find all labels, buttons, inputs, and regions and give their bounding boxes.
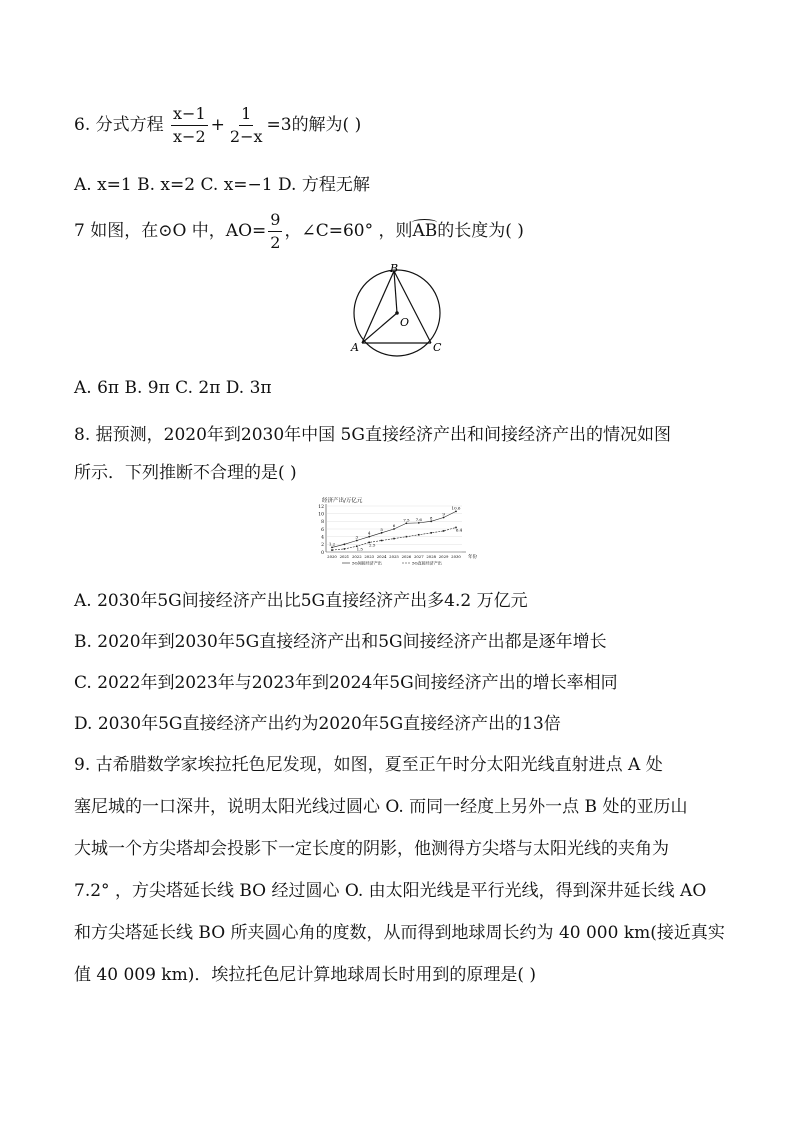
chart-point — [356, 540, 358, 542]
chart-data-label: 6.4 — [455, 527, 463, 533]
q6-fraction-2-denominator: 2−x — [229, 127, 263, 146]
q6-fraction-1-numerator: x−1 — [171, 104, 208, 126]
q8-line-1: 8. 据预测，2020年到2030年中国 5G直接经济产出和间接经济产出的情况如图 — [74, 425, 671, 445]
chart-point — [430, 520, 432, 522]
chart-point — [393, 538, 395, 540]
chart-point — [368, 536, 370, 538]
chart-data-label: 9 — [442, 511, 445, 517]
chart-point — [443, 517, 445, 519]
legend-label-direct: 5G直接经济产出 — [412, 560, 442, 566]
q8-option-b: B. 2020年到2030年5G直接经济产出和5G间接经济产出都是逐年增长 — [74, 632, 607, 652]
chart-x-tick-label: 2021 — [339, 554, 350, 559]
chart-data-label: 3 — [355, 534, 359, 540]
label-o: O — [400, 316, 410, 329]
center-point — [395, 311, 399, 315]
chart-data-label: 4 — [367, 530, 371, 536]
label-a: A — [351, 341, 359, 354]
circle-figure — [345, 262, 455, 364]
chart-y-tick-label: 10 — [318, 512, 324, 518]
chart-data-label: 1.2 — [328, 541, 336, 547]
q6-fraction-1-denominator: x−2 — [173, 127, 206, 146]
chart-y-tick-label: 0 — [321, 550, 324, 556]
chart-point — [381, 540, 383, 542]
chart-point — [455, 510, 457, 512]
chart-y-tick-label: 12 — [318, 504, 324, 510]
chart-y-tick-label: 2 — [321, 543, 324, 549]
chart-point — [406, 522, 408, 524]
chart-x-tick-label: 2029 — [438, 554, 449, 559]
q7-fraction-numerator: 9 — [268, 210, 282, 232]
q6-options: A. x=1 B. x=2 C. x=−1 D. 方程无解 — [74, 175, 370, 195]
q8-option-c: C. 2022年到2023年与2023年到2024年5G间接经济产出的增长率相同 — [74, 673, 618, 693]
question-6-stem — [74, 104, 361, 147]
q8-option-a: A. 2030年5G间接经济产出比5G直接经济产出多4.2 万亿元 — [74, 591, 528, 611]
chart-ylabel: 经济产出/万亿元 — [322, 498, 363, 504]
chart-x-tick-label: 2027 — [413, 554, 424, 559]
chart-y-tick-label: 6 — [321, 527, 324, 533]
q7-fraction-denominator: 2 — [270, 233, 281, 252]
chart-point — [430, 532, 432, 534]
chart-point — [393, 528, 395, 530]
chart-point — [344, 548, 346, 550]
chart-x-tick-label: 2028 — [426, 554, 437, 559]
q6-plus-sign: + — [210, 115, 225, 135]
q6-fraction-1 — [171, 104, 208, 147]
chart-data-label: 8 — [429, 515, 433, 521]
chart-data-label: 5 — [380, 526, 383, 532]
chart-point — [381, 532, 383, 534]
chart-x-tick-label: 2030 — [451, 554, 461, 559]
chart-x-tick-label: 2025 — [389, 554, 399, 559]
chart-y-tick-label: 8 — [321, 520, 324, 526]
chart-point — [418, 522, 420, 524]
chart-data-label: 1.5 — [356, 546, 363, 552]
question-7-stem — [74, 210, 524, 253]
q8-line-2: 所示．下列推断不合理的是( ) — [74, 463, 297, 483]
q6-fraction-2-numerator: 1 — [239, 104, 253, 126]
chart-x-tick-label: 2024 — [376, 554, 387, 559]
chart-point — [344, 543, 346, 545]
q6-equals: =3 — [266, 115, 292, 135]
q9-line-2: 塞尼城的一口深井，说明太阳光线过圆心 O. 而同一经度上另外一点 B 处的亚历山 — [74, 797, 688, 817]
q9-line-3: 大城一个方尖塔却会投影下一定长度的阴影，他测得方尖塔与太阳光线的夹角为 — [74, 839, 669, 859]
q9-line-4: 7.2° ，方尖塔延长线 BO 经过圆心 O. 由太阳光线是平行光线，得到深井延长线 AO — [74, 881, 707, 901]
q9-line-1: 9. 古希腊数学家埃拉托色尼发现，如图，夏至正午时分太阳光线直射进点 A 处 — [74, 755, 663, 775]
q7-middle: ，∠C=60° ，则 — [284, 221, 413, 241]
q6-suffix: 的解为( ) — [291, 115, 362, 135]
q6-prefix: 6. 分式方程 — [74, 115, 164, 135]
chart-point — [443, 530, 445, 532]
q8-option-d: D. 2030年5G直接经济产出约为2020年5G直接经济产出的13倍 — [74, 714, 561, 734]
chart-point — [331, 547, 333, 549]
chord-bc — [394, 271, 431, 343]
chart-data-label: 7.6 — [415, 516, 422, 522]
q7-prefix: 7 如图，在⊙O 中，AO= — [74, 221, 267, 241]
chart-point — [331, 549, 333, 551]
chart-data-label: 6 — [392, 523, 396, 528]
q7-options: A. 6π B. 9π C. 2π D. 3π — [74, 378, 272, 398]
q9-line-5: 和方尖塔延长线 BO 所夹圆心角的度数，从而得到地球周长约为 40 000 km(接近真实 — [74, 923, 725, 943]
chart-data-label: 7.5 — [403, 517, 410, 523]
label-b: B — [390, 262, 399, 275]
chart-x-tick-label: 2020 — [327, 554, 337, 559]
label-c: C — [433, 341, 442, 354]
legend-label-indirect: 5G间接经济产出 — [352, 560, 382, 566]
chart-data-label: 10.6 — [451, 505, 461, 511]
chart-x-tick-label: 2022 — [351, 554, 362, 559]
chart-y-tick-label: 4 — [321, 535, 324, 541]
q6-fraction-2 — [228, 104, 265, 147]
chart-xlabel: 年份 — [468, 555, 477, 560]
q7-arc-ab: AB — [412, 221, 438, 241]
q9-line-6: 值 40 009 km)．埃拉托色尼计算地球周长时用到的原理是( ) — [74, 965, 537, 985]
radius-oa — [362, 313, 397, 343]
chart-point — [418, 534, 420, 536]
chart-x-tick-label: 2026 — [401, 554, 412, 559]
chart-x-tick-label: 2023 — [364, 554, 375, 559]
q7-fraction — [268, 210, 282, 253]
economic-output-chart — [312, 494, 482, 568]
chart-data-label: 2.5 — [369, 542, 376, 548]
chart-point — [406, 536, 408, 538]
radius-ob — [394, 271, 397, 313]
q7-suffix: 的长度为( ) — [437, 221, 524, 241]
